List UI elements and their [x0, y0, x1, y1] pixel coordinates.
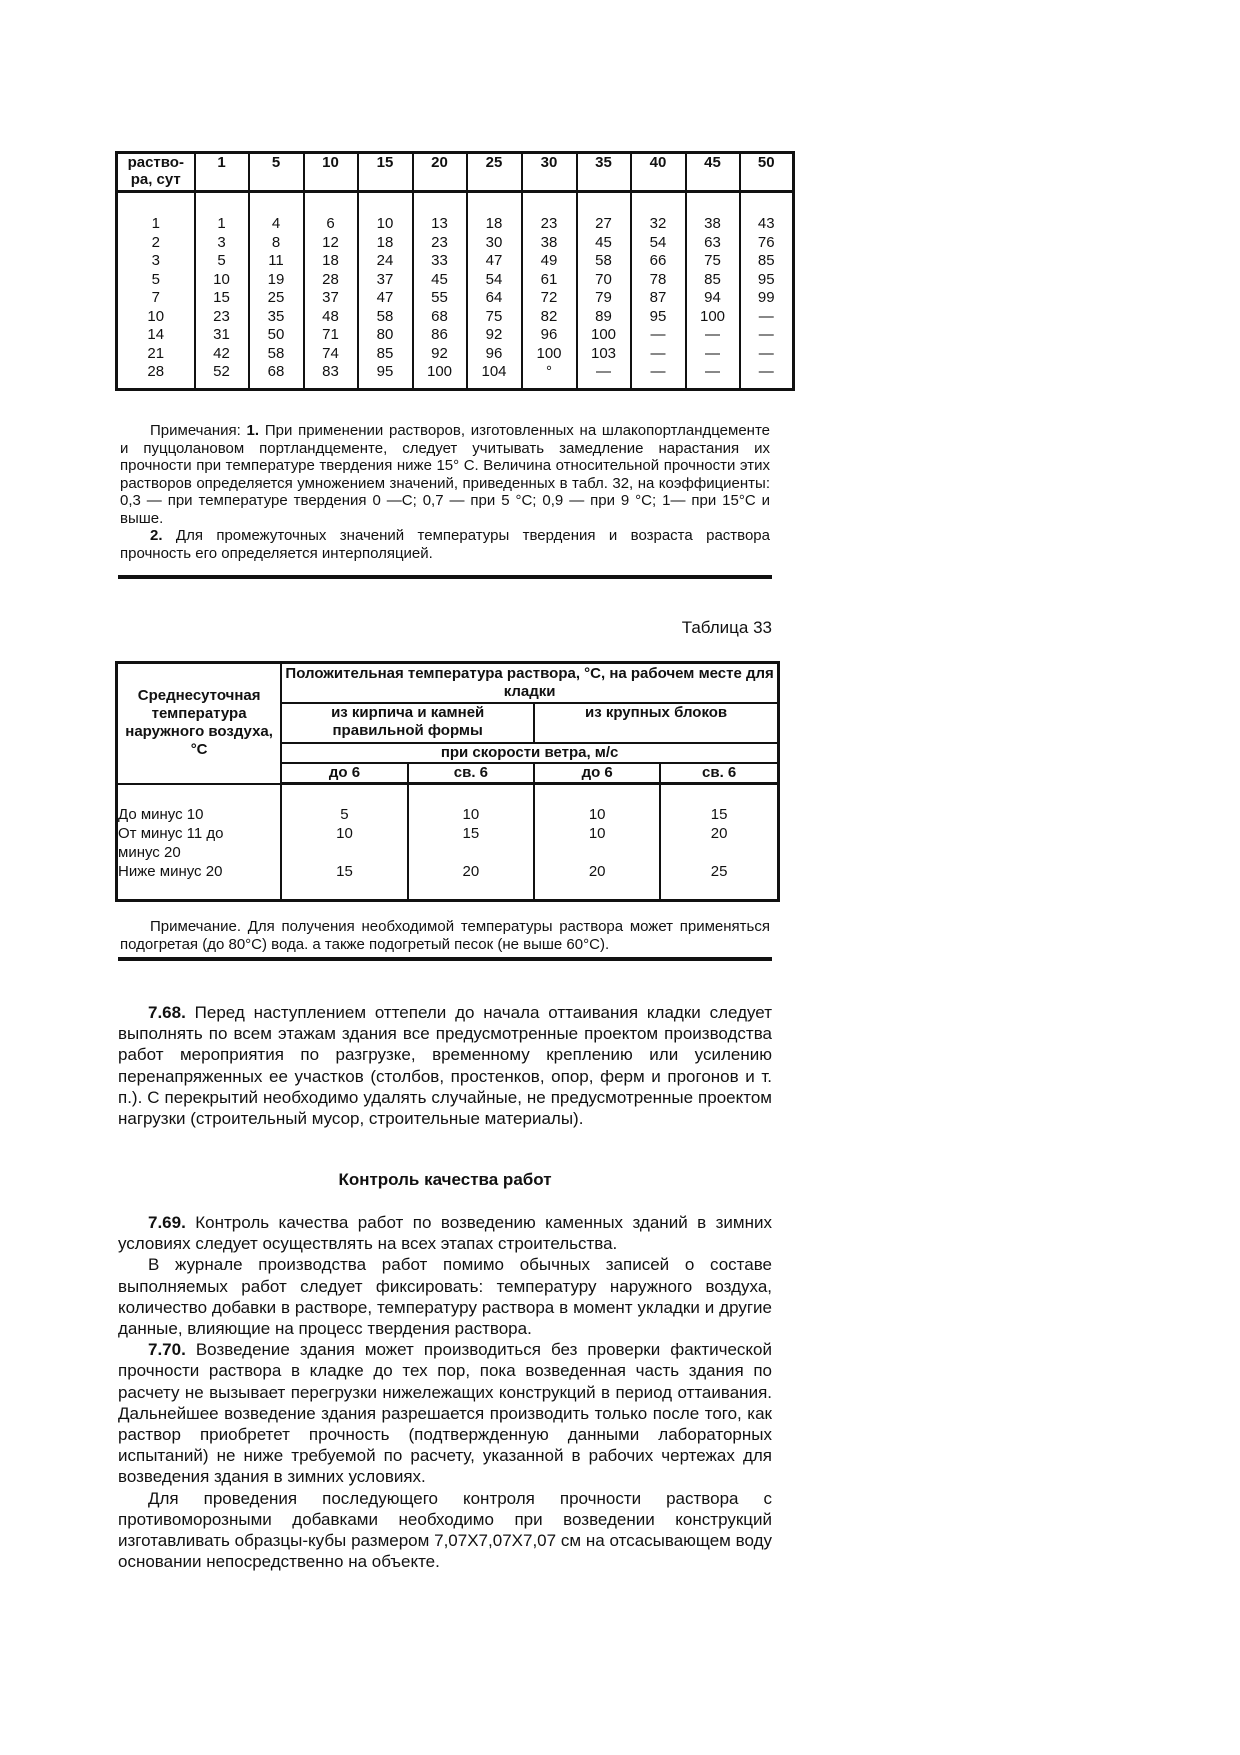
table-cell: 30: [485, 233, 503, 251]
table-cell: 13: [431, 215, 448, 232]
table-cell: 54: [649, 233, 667, 251]
table32-notes: [120, 422, 770, 562]
column-cell: [358, 192, 413, 390]
table-cell: 66: [649, 252, 667, 269]
table-body-row: [117, 192, 794, 390]
header-cell: 45: [686, 153, 740, 192]
table-cell: 70: [595, 270, 612, 288]
table-cell: 33: [431, 252, 448, 269]
table-cell: —: [650, 326, 666, 343]
table-cell: 43: [757, 215, 775, 232]
table-cell: 45: [595, 233, 612, 251]
header-cell: 25: [467, 153, 522, 192]
column-cell: 10 15 20: [408, 784, 534, 901]
table-cell: 78: [649, 270, 667, 288]
paragraph-text: Перед наступлением оттепели до начала оттаивания кладки следует выполнять по всем этажам здания все предусмотренные проектом производства работ мероприятия по разгрузке, временному креплению или усилению перенапряженных ее участков (столбов, простенков, опор, ферм и прогонов и т. п.). С перекрытий необходимо удалять случайные, не предусмотренные проектом нагрузки (строительный мусор, строительные материалы).: [118, 1003, 772, 1129]
column-cell: 5 10 15: [281, 784, 407, 901]
note-1-number: 1.: [246, 422, 260, 439]
table-cell: 80: [376, 326, 394, 343]
header-sub: до 6: [281, 763, 407, 784]
table-header-row: [117, 153, 794, 192]
table-cell: 63: [704, 233, 721, 251]
table-cell: —: [758, 344, 774, 362]
table-cell: —: [596, 363, 611, 380]
table-cell: —: [758, 307, 774, 325]
column-cell: [117, 192, 195, 390]
column-cell: 10 10 20: [534, 784, 660, 901]
table-cell: —: [705, 363, 720, 380]
table-cell: 38: [540, 233, 558, 251]
column-cell: [304, 192, 358, 390]
table-cell: 74: [322, 344, 339, 362]
table-cell: 103: [590, 344, 617, 362]
table-cell: 61: [540, 270, 558, 288]
paragraph-number: 7.70.: [148, 1340, 186, 1360]
table-cell: 37: [322, 289, 339, 306]
table-cell: 42: [213, 344, 230, 362]
table-cell: 3: [151, 252, 160, 269]
table-cell: 5: [217, 252, 226, 269]
table-cell: 32: [649, 215, 667, 232]
table-cell: 95: [649, 307, 667, 325]
table-cell: 58: [376, 307, 394, 325]
header-cell: 20: [413, 153, 467, 192]
table-cell: 96: [485, 344, 503, 362]
table-cell: 54: [485, 270, 503, 288]
table-cell: 48: [322, 307, 339, 325]
table-cell: 95: [376, 363, 394, 380]
header-blocks: из крупных блоков: [534, 703, 778, 743]
table-cell: 4: [271, 215, 281, 232]
table-cell: —: [758, 326, 774, 343]
table-cell: 82: [540, 307, 558, 325]
table-cell: 79: [595, 289, 612, 306]
table-cell: 100: [426, 363, 453, 380]
table-cell: 68: [431, 307, 448, 325]
table-cell: 58: [595, 252, 612, 269]
divider: [118, 575, 772, 579]
table-cell: 64: [485, 289, 503, 306]
air-temperature-values: До минус 10 От минус 11 до минус 20 Ниже минус 20: [118, 805, 224, 880]
paragraph-number: 7.69.: [148, 1213, 186, 1232]
header-cell: 15: [358, 153, 413, 192]
table-cell: 1: [151, 215, 160, 232]
table-cell: 18: [322, 252, 339, 269]
table-cell: 12: [322, 233, 339, 251]
table-cell: 5: [151, 270, 160, 288]
header-sub: св. 6: [660, 763, 778, 784]
table-cell: 68: [267, 363, 285, 380]
table-cell: 50: [267, 326, 285, 343]
notes-label: Примечания:: [150, 422, 241, 439]
table-cell: 95: [757, 270, 775, 288]
table-cell: 25: [267, 289, 285, 306]
table-cell: —: [650, 344, 666, 362]
header-mortar-temperature: Положительная температура раствора, °С, на рабочем месте для кладки: [281, 663, 778, 704]
table-cell: 85: [757, 252, 775, 269]
note-2-text: Для промежуточных значений температуры твердения и возраста раствора прочность его определяется интерполяцией.: [120, 527, 770, 562]
header-sub: св. 6: [408, 763, 534, 784]
table-cell: 87: [649, 289, 667, 306]
column-cell: [686, 192, 740, 390]
table-cell: 45: [431, 270, 448, 288]
table-cell: 47: [485, 252, 503, 269]
table33-note: Примечание. Для получения необходимой температуры раствора может применяться подогретая (до 80°С) вода. а также подогретый песок (не выше 60°С).: [120, 918, 770, 953]
header-cell: 50: [740, 153, 794, 192]
table-cell: 38: [704, 215, 721, 232]
table-cell: 100: [590, 326, 617, 343]
header-cell: 1: [195, 153, 249, 192]
column-cell: [740, 192, 794, 390]
table-cell: 7: [151, 289, 160, 306]
table-cell: 37: [376, 270, 394, 288]
section-title: Контроль качества работ: [338, 1170, 552, 1189]
table-cell: 24: [376, 252, 394, 269]
table-cell: 49: [540, 252, 558, 269]
column-cell: [522, 192, 577, 390]
header-age: раство- ра, сут: [117, 153, 195, 192]
table-cell: 19: [267, 270, 285, 288]
table-cell: 72: [540, 289, 558, 306]
column-cell: 15 20 25: [710, 806, 728, 880]
table-cell: 18: [485, 215, 503, 232]
table-cell: —: [758, 363, 774, 380]
paragraph-text: Возведение здания может производиться без проверки фактической прочности раствора в кладке до тех пор, пока возведенная часть здания по расчету не вызывает перегрузки нижележащих конструкций в период оттаивания. Дальнейшее возведение здания разрешается производить только после того, как раствор приобретет прочность (подтвержденную данными лабораторных испытаний) не ниже требуемой по расчету, указанной в рабочих чертежах для возведения здания в зимних условиях.: [118, 1340, 772, 1487]
column-cell: [195, 192, 249, 390]
table-cell: 85: [376, 344, 394, 362]
divider: [118, 957, 772, 961]
table-cell: 52: [213, 363, 230, 380]
table-cell: 96: [540, 326, 558, 343]
paragraph-control-samples: Для проведения последующего контроля прочности раствора с противоморозными добавками необходимо при возведении конструкций изготавливать образцы-кубы размером 7,07Х7,07Х7,07 см на отсасывающем воду основании непосредственно на объекте.: [118, 1488, 772, 1572]
column-cell: [467, 192, 522, 390]
table-cell: 31: [213, 326, 230, 343]
note-1: [120, 422, 770, 527]
note-2: [120, 527, 770, 562]
table-cell: 28: [147, 363, 165, 380]
table-cell: —: [705, 344, 720, 362]
table-cell: 35: [267, 307, 285, 325]
header-brick: из кирпича и камней правильной формы: [281, 703, 534, 743]
note-1-text: При применении растворов, изготовленных на шлакопортландцементе и пуццолановом портландцементе, следует учитывать замедление нарастания их прочности при температуре твердения ниже 15° С. Величина относительной прочности этих растворов определяется умножением значений, приведенных в табл. 32, на коэффициенты: 0,3 — при температуре твердения 0 —С; 0,7 — при 5 °С; 0,9 — при 9 °С; 1— при 15°С и выше.: [120, 422, 771, 527]
paragraph-7-68: [118, 1002, 772, 1129]
paragraph-7-69: [118, 1212, 772, 1254]
table-cell: —: [650, 363, 666, 380]
table-cell: 104: [481, 363, 507, 380]
table-cell: 8: [271, 233, 281, 251]
table-cell: 100: [699, 307, 726, 325]
table-cell: 10: [147, 307, 165, 325]
table-cell: 75: [704, 252, 721, 269]
body-text: [118, 1212, 772, 1572]
table-cell: 92: [485, 326, 503, 343]
column-cell: [577, 192, 631, 390]
table-cell: 71: [322, 326, 339, 343]
table-cell: 76: [757, 233, 775, 251]
column-cell: [631, 192, 686, 390]
air-temperature-column: [117, 784, 282, 901]
table-cell: 1: [217, 215, 226, 232]
table-cell: 3: [217, 233, 226, 251]
table-cell: 23: [540, 215, 558, 232]
table-cell: —: [705, 326, 720, 343]
table-cell: 28: [322, 270, 339, 288]
table-cell: 14: [147, 326, 165, 343]
paragraph-number: 7.68.: [148, 1003, 186, 1022]
column-cell: [413, 192, 467, 390]
column-cell: [249, 192, 304, 390]
note-2-number: 2.: [150, 527, 163, 544]
header-cell: 40: [631, 153, 686, 192]
table-cell: 92: [431, 344, 448, 362]
table-cell: 23: [431, 233, 448, 251]
header-cell: 5: [249, 153, 304, 192]
table-cell: 27: [595, 215, 612, 232]
table-cell: 2: [151, 233, 160, 251]
header-wind-speed: при скорости ветра, м/с: [281, 743, 778, 763]
header-cell: 10: [304, 153, 358, 192]
table-cell: 100: [536, 344, 562, 362]
table-cell: 86: [431, 326, 448, 343]
paragraph-journal: В журнале производства работ помимо обычных записей о составе выполняемых работ следует фиксировать: температуру наружного воздуха, количество добавки в растворе, температуру раствора в момент укладки и другие данные, влияющие на процесс твердения раствора.: [118, 1255, 772, 1339]
table-cell: 58: [267, 344, 285, 362]
mortar-temperature-table-33: [115, 661, 780, 902]
table-body-row: [117, 784, 779, 901]
table-cell: 75: [485, 307, 503, 325]
table-cell: 99: [757, 289, 775, 306]
table33-caption: Таблица 33: [681, 618, 772, 637]
table-cell: 89: [595, 307, 612, 325]
table-cell: 15: [213, 289, 230, 306]
paragraph-text: Контроль качества работ по возведению каменных зданий в зимних условиях следует осуществлять на всех этапах строительства.: [118, 1213, 772, 1254]
paragraph-7-70: [118, 1339, 772, 1487]
header-air-temperature: Среднесуточная температура наружного воздуха, °С: [117, 663, 282, 784]
strength-table-32: [115, 151, 795, 391]
table-cell: 47: [376, 289, 394, 306]
header-cell: 35: [577, 153, 631, 192]
table-cell: 10: [213, 270, 230, 288]
table-cell: 21: [147, 344, 165, 362]
header-cell: 30: [522, 153, 577, 192]
table-cell: 55: [431, 289, 448, 306]
table-cell: 23: [213, 307, 230, 325]
table-cell: 10: [376, 215, 394, 232]
table-cell: 83: [322, 363, 339, 380]
table-cell: 18: [376, 233, 394, 251]
table-cell: 11: [268, 252, 284, 269]
table-cell: 94: [704, 289, 721, 306]
table-cell: 85: [704, 270, 721, 288]
header-sub: до 6: [534, 763, 660, 784]
table-cell: °: [546, 363, 552, 380]
table-cell: 6: [326, 215, 335, 232]
